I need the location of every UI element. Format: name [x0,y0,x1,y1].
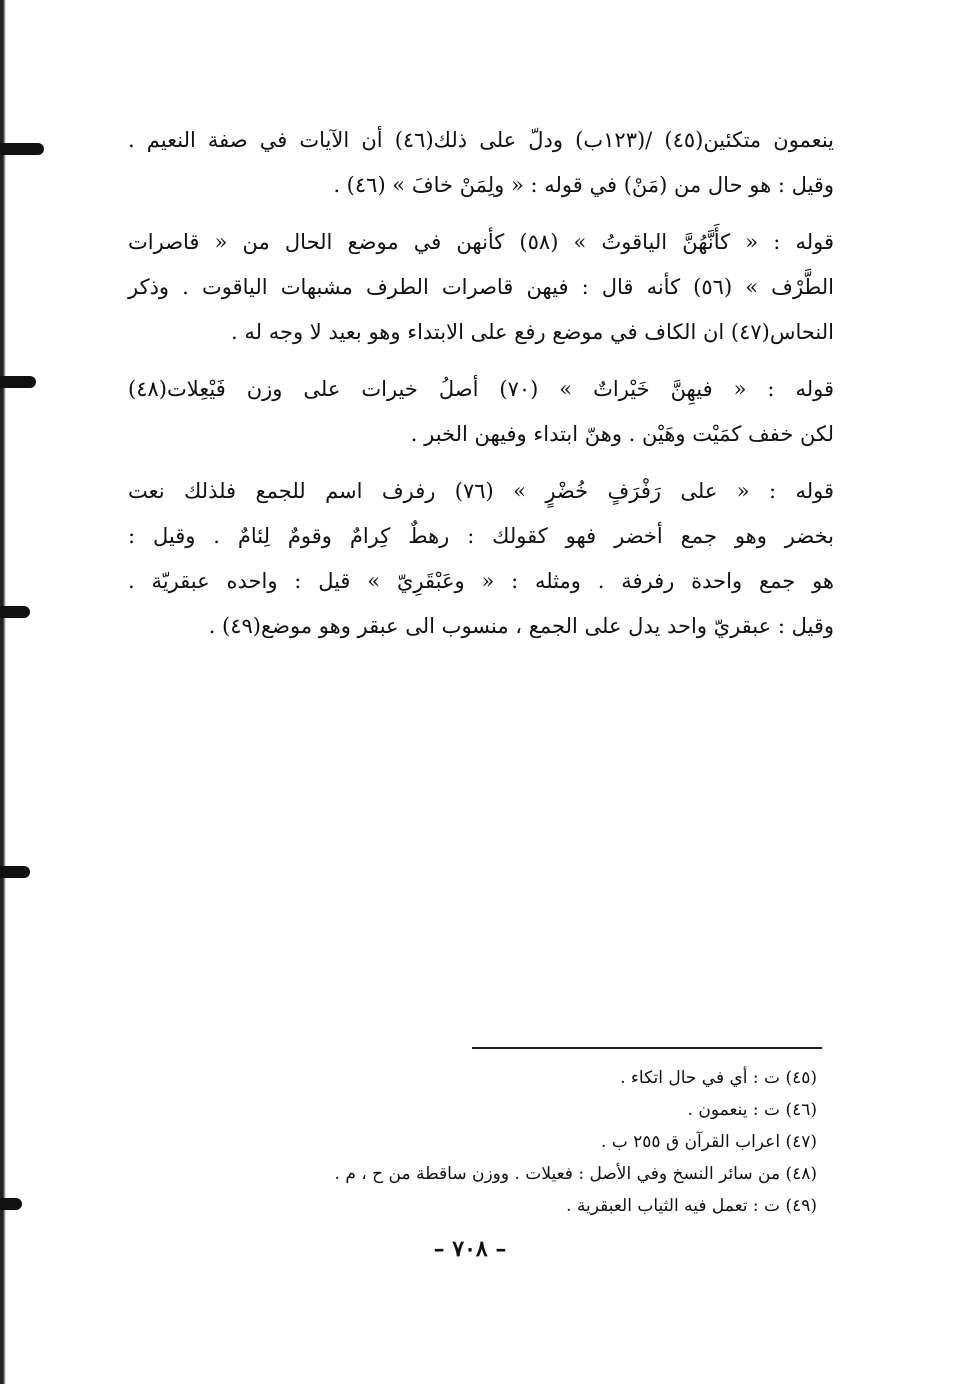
page-number: – ٧٠٨ – [433,1236,507,1262]
text-line: هو جمع واحدة رفرفة . ومثله : « وعَبْقَرِيّ » قيل : واحده عبقريّة . [128,569,834,593]
footnote: (٤٥) ت : أي في حال اتكاء . [620,1068,817,1088]
text-line: وقيل : عبقريّ واحد يدل على الجمع ، منسوب الى عبقر وهو موضع(٤٩) . [208,614,834,638]
scan-edge-mark [0,1198,22,1210]
text-line: ينعمون متكئين(٤٥) /(١٢٣ب) ودلّ على ذلك(٤٦) أن الآيات في صفة النعيم . [128,128,834,152]
scan-edge-mark [0,606,30,618]
paragraph-4 [128,469,834,649]
text-line: قوله : « كأَنَّهُنَّ الياقوتُ » (٥٨) كأنهن في موضع الحال من « قاصرات [128,230,834,254]
main-text [128,118,834,661]
scan-edge-mark [0,376,36,388]
footnote: (٤٧) اعراب القرآن ق ٢٥٥ ب . [600,1132,817,1152]
footnote: (٤٨) من سائر النسخ وفي الأصل : فعيلات . ووزن ساقطة من ح ، م . [334,1164,817,1184]
text-line: قوله : « على رَفْرَفٍ خُضْرٍ » (٧٦) رفرف اسم للجمع فلذلك نعت [128,479,834,503]
text-line: الطَّرْف » (٥٦) كأنه قال : فيهن قاصرات الطرف مشبهات الياقوت . وذكر [128,275,835,299]
paragraph-3 [128,367,834,457]
text-line: لكن خفف كمَيْت وهَيْن . وهنّ ابتداء وفيهن الخبر . [410,422,834,446]
paragraph-2 [128,220,834,355]
scan-edge-mark [0,866,30,878]
footnotes [117,1062,817,1222]
text-line: النحاس(٤٧) ان الكاف في موضع رفع على الابتداء وهو بعيد لا وجه له . [231,320,834,344]
text-line: بخضر وهو جمع أخضر فهو كقولك : رهطٌ كِرامٌ وقومٌ لِئامٌ . وقيل : [128,524,834,548]
scan-edge-mark [0,143,44,155]
footnote-divider [472,1047,822,1049]
footnote: (٤٦) ت : ينعمون . [687,1100,817,1120]
text-line: وقيل : هو حال من (مَنْ) في قوله : « ولِمَنْ خافَ » (٤٦) . [333,173,834,197]
paragraph-1 [128,118,834,208]
scan-edge [0,0,6,1384]
text-line: قوله : « فيهِنَّ خَيْراتٌ » (٧٠) أصلُ خيرات على وزن فَيْعِلات(٤٨) [128,377,834,401]
footnote: (٤٩) ت : تعمل فيه الثياب العبقرية . [566,1196,817,1216]
